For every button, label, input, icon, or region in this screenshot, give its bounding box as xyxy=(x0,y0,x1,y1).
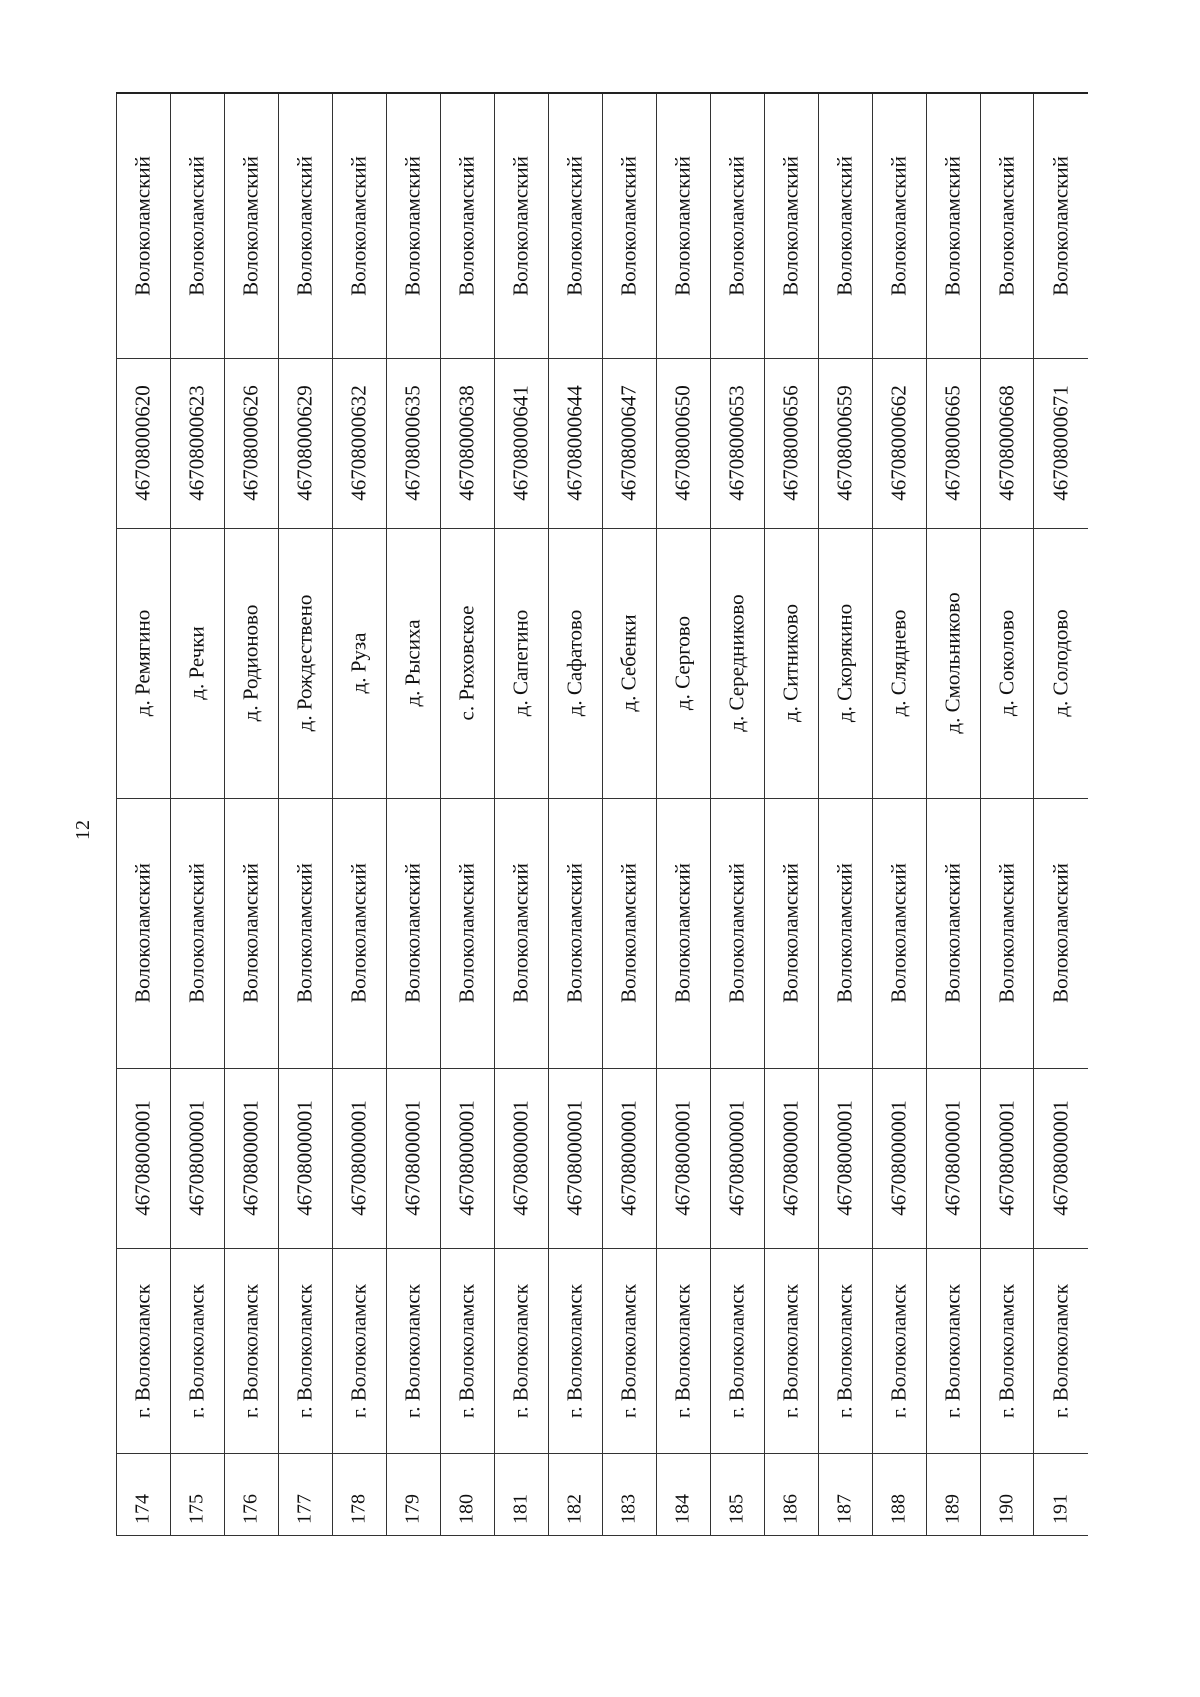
village-code-text: 46708000644 xyxy=(562,385,587,501)
village-text: д. Себенки xyxy=(616,614,641,712)
row-number-cell xyxy=(872,1453,926,1535)
city-district-cell xyxy=(386,798,440,1068)
row-number: 180 xyxy=(455,1493,478,1524)
row-number: 178 xyxy=(347,1493,370,1524)
village-code-cell xyxy=(872,358,926,528)
city-code-cell xyxy=(494,1068,548,1248)
row-number: 186 xyxy=(779,1493,802,1524)
row-number: 175 xyxy=(185,1493,208,1524)
city-cell xyxy=(602,1248,656,1453)
village-district-text: Волоколамский xyxy=(832,155,857,296)
row-number: 177 xyxy=(293,1493,316,1524)
field-band-village-code xyxy=(117,358,1089,528)
row-number: 188 xyxy=(887,1493,910,1524)
city-code-text: 46708000001 xyxy=(778,1100,803,1216)
city-district-cell xyxy=(926,798,980,1068)
city-code-text: 46708000001 xyxy=(832,1100,857,1216)
village-code-cell xyxy=(710,358,764,528)
village-district-text: Волоколамский xyxy=(562,155,587,296)
city-text: г. Волоколамск xyxy=(724,1283,749,1418)
village-text: д. Родионово xyxy=(238,604,263,722)
village-district-text: Волоколамский xyxy=(724,155,749,296)
village-district-cell xyxy=(1034,93,1088,358)
row-number: 182 xyxy=(563,1493,586,1524)
city-cell xyxy=(224,1248,278,1453)
field-band-city xyxy=(117,1248,1089,1453)
city-code-text: 46708000001 xyxy=(292,1100,317,1216)
village-cell xyxy=(710,528,764,798)
village-text: д. Сергово xyxy=(670,615,695,711)
village-code-cell xyxy=(494,358,548,528)
village-text: д. Сапегино xyxy=(508,609,533,717)
village-code-cell xyxy=(1034,358,1088,528)
city-code-text: 46708000001 xyxy=(940,1100,965,1216)
city-cell xyxy=(440,1248,494,1453)
row-number-cell xyxy=(710,1453,764,1535)
village-code-cell xyxy=(980,358,1034,528)
village-code-cell xyxy=(332,358,386,528)
village-cell xyxy=(602,528,656,798)
city-code-cell xyxy=(224,1068,278,1248)
row-number: 176 xyxy=(239,1493,262,1524)
village-district-text: Волоколамский xyxy=(238,155,263,296)
city-code-text: 46708000001 xyxy=(346,1100,371,1216)
city-code-cell xyxy=(440,1068,494,1248)
city-code-cell xyxy=(278,1068,332,1248)
village-cell xyxy=(440,528,494,798)
village-district-text: Волоколамский xyxy=(616,155,641,296)
city-text: г. Волоколамск xyxy=(292,1283,317,1418)
city-district-cell xyxy=(1034,798,1088,1068)
city-cell xyxy=(278,1248,332,1453)
city-cell xyxy=(1034,1248,1088,1453)
city-district-text: Волоколамский xyxy=(778,863,803,1003)
village-district-text: Волоколамский xyxy=(292,155,317,296)
city-cell xyxy=(980,1248,1034,1453)
city-district-text: Волоколамский xyxy=(130,863,155,1003)
row-number-cell xyxy=(1034,1453,1088,1535)
village-code-cell xyxy=(170,358,224,528)
village-district-cell xyxy=(980,93,1034,358)
city-cell xyxy=(710,1248,764,1453)
village-cell xyxy=(656,528,710,798)
village-code-text: 46708000626 xyxy=(238,385,263,501)
city-district-text: Волоколамский xyxy=(670,863,695,1003)
city-district-cell xyxy=(440,798,494,1068)
city-text: г. Волоколамск xyxy=(832,1283,857,1418)
city-district-text: Волоколамский xyxy=(346,863,371,1003)
city-text: г. Волоколамск xyxy=(184,1283,209,1418)
village-cell xyxy=(386,528,440,798)
city-text: г. Волоколамск xyxy=(454,1283,479,1418)
village-code-text: 46708000662 xyxy=(886,385,911,501)
city-district-cell xyxy=(117,798,171,1068)
village-text: д. Речки xyxy=(184,626,209,700)
city-district-cell xyxy=(602,798,656,1068)
city-district-text: Волоколамский xyxy=(832,863,857,1003)
city-cell xyxy=(548,1248,602,1453)
city-code-text: 46708000001 xyxy=(508,1100,533,1216)
city-cell xyxy=(818,1248,872,1453)
city-code-cell xyxy=(386,1068,440,1248)
city-text: г. Волоколамск xyxy=(616,1283,641,1418)
village-cell xyxy=(926,528,980,798)
village-text: с. Рюховское xyxy=(454,605,479,721)
village-code-text: 46708000629 xyxy=(292,385,317,501)
city-text: г. Волоколамск xyxy=(130,1283,155,1418)
field-band-num xyxy=(117,1453,1089,1535)
city-district-cell xyxy=(170,798,224,1068)
city-district-text: Волоколамский xyxy=(454,863,479,1003)
row-number: 174 xyxy=(131,1493,154,1524)
village-text: д. Сафатово xyxy=(562,609,587,717)
page-number: 12 xyxy=(72,820,94,840)
village-cell xyxy=(764,528,818,798)
city-code-cell xyxy=(548,1068,602,1248)
row-number-cell xyxy=(656,1453,710,1535)
village-district-cell xyxy=(764,93,818,358)
city-district-text: Волоколамский xyxy=(562,863,587,1003)
village-text: д. Солодово xyxy=(1048,609,1073,717)
city-code-cell xyxy=(710,1068,764,1248)
row-number-cell xyxy=(980,1453,1034,1535)
city-district-cell xyxy=(224,798,278,1068)
row-number-cell xyxy=(548,1453,602,1535)
row-number-cell xyxy=(170,1453,224,1535)
village-text: д. Смольниково xyxy=(940,592,965,734)
village-district-text: Волоколамский xyxy=(1048,155,1073,296)
city-code-cell xyxy=(170,1068,224,1248)
village-cell xyxy=(980,528,1034,798)
city-district-cell xyxy=(764,798,818,1068)
village-text: д. Рождествено xyxy=(292,594,317,732)
row-number-cell xyxy=(332,1453,386,1535)
village-district-text: Волоколамский xyxy=(184,155,209,296)
row-number-cell xyxy=(440,1453,494,1535)
village-code-text: 46708000647 xyxy=(616,385,641,501)
field-band-village-district xyxy=(117,93,1089,358)
city-district-cell xyxy=(494,798,548,1068)
city-code-text: 46708000001 xyxy=(886,1100,911,1216)
village-code-text: 46708000665 xyxy=(940,385,965,501)
row-number-cell xyxy=(764,1453,818,1535)
city-district-text: Волоколамский xyxy=(616,863,641,1003)
city-text: г. Волоколамск xyxy=(238,1283,263,1418)
row-number: 187 xyxy=(833,1493,856,1524)
city-code-text: 46708000001 xyxy=(616,1100,641,1216)
row-number-cell xyxy=(386,1453,440,1535)
city-district-cell xyxy=(818,798,872,1068)
village-district-cell xyxy=(656,93,710,358)
city-code-text: 46708000001 xyxy=(238,1100,263,1216)
village-district-cell xyxy=(602,93,656,358)
village-code-cell xyxy=(278,358,332,528)
village-code-cell xyxy=(656,358,710,528)
city-code-cell xyxy=(1034,1068,1088,1248)
city-text: г. Волоколамск xyxy=(886,1283,911,1418)
city-district-text: Волоколамский xyxy=(724,863,749,1003)
village-district-text: Волоколамский xyxy=(778,155,803,296)
city-code-text: 46708000001 xyxy=(670,1100,695,1216)
city-text: г. Волоколамск xyxy=(994,1283,1019,1418)
city-text: г. Волоколамск xyxy=(940,1283,965,1418)
village-district-cell xyxy=(926,93,980,358)
field-band-city-district xyxy=(117,798,1089,1068)
registry-table xyxy=(116,92,1088,1536)
city-text: г. Волоколамск xyxy=(1048,1283,1073,1418)
city-code-cell xyxy=(656,1068,710,1248)
city-district-text: Волоколамский xyxy=(400,863,425,1003)
village-code-cell xyxy=(386,358,440,528)
village-district-text: Волоколамский xyxy=(130,155,155,296)
row-number-cell xyxy=(818,1453,872,1535)
village-code-cell xyxy=(818,358,872,528)
village-code-text: 46708000668 xyxy=(994,385,1019,501)
city-text: г. Волоколамск xyxy=(346,1283,371,1418)
row-number: 184 xyxy=(671,1493,694,1524)
village-district-cell xyxy=(170,93,224,358)
village-district-cell xyxy=(278,93,332,358)
city-district-text: Волоколамский xyxy=(508,863,533,1003)
village-code-text: 46708000641 xyxy=(508,385,533,501)
row-number-cell xyxy=(494,1453,548,1535)
village-district-cell xyxy=(332,93,386,358)
village-district-text: Волоколамский xyxy=(508,155,533,296)
village-cell xyxy=(224,528,278,798)
village-district-cell xyxy=(548,93,602,358)
city-cell xyxy=(926,1248,980,1453)
city-code-cell xyxy=(332,1068,386,1248)
row-number: 181 xyxy=(509,1493,532,1524)
row-number: 183 xyxy=(617,1493,640,1524)
city-text: г. Волоколамск xyxy=(400,1283,425,1418)
city-cell xyxy=(656,1248,710,1453)
city-text: г. Волоколамск xyxy=(508,1283,533,1418)
village-cell xyxy=(548,528,602,798)
row-number-cell xyxy=(602,1453,656,1535)
field-band-village xyxy=(117,528,1089,798)
village-cell xyxy=(818,528,872,798)
village-cell xyxy=(117,528,171,798)
city-code-cell xyxy=(117,1068,171,1248)
city-district-cell xyxy=(278,798,332,1068)
village-text: д. Ремягино xyxy=(130,609,155,717)
village-cell xyxy=(332,528,386,798)
village-text: д. Ситниково xyxy=(778,604,803,722)
city-code-cell xyxy=(818,1068,872,1248)
village-text: д. Руза xyxy=(346,632,371,694)
village-code-text: 46708000638 xyxy=(454,385,479,501)
row-number: 189 xyxy=(941,1493,964,1524)
village-code-text: 46708000632 xyxy=(346,385,371,501)
city-code-text: 46708000001 xyxy=(400,1100,425,1216)
city-code-text: 46708000001 xyxy=(184,1100,209,1216)
city-code-cell xyxy=(926,1068,980,1248)
village-cell xyxy=(170,528,224,798)
city-code-text: 46708000001 xyxy=(130,1100,155,1216)
village-district-text: Волоколамский xyxy=(886,155,911,296)
city-district-cell xyxy=(332,798,386,1068)
village-code-text: 46708000656 xyxy=(778,385,803,501)
village-text: д. Сляднево xyxy=(886,609,911,717)
village-district-text: Волоколамский xyxy=(670,155,695,296)
city-district-text: Волоколамский xyxy=(292,863,317,1003)
village-code-cell xyxy=(224,358,278,528)
city-cell xyxy=(764,1248,818,1453)
village-district-text: Волоколамский xyxy=(400,155,425,296)
city-cell xyxy=(386,1248,440,1453)
city-code-text: 46708000001 xyxy=(1048,1100,1073,1216)
village-text: д. Рысиха xyxy=(400,619,425,707)
village-code-text: 46708000653 xyxy=(724,385,749,501)
city-cell xyxy=(170,1248,224,1453)
village-cell xyxy=(872,528,926,798)
village-district-cell xyxy=(224,93,278,358)
row-number-cell xyxy=(224,1453,278,1535)
city-district-cell xyxy=(872,798,926,1068)
village-cell xyxy=(278,528,332,798)
city-code-cell xyxy=(602,1068,656,1248)
row-number-cell xyxy=(117,1453,171,1535)
village-district-cell xyxy=(872,93,926,358)
village-code-cell xyxy=(440,358,494,528)
village-code-text: 46708000659 xyxy=(832,385,857,501)
village-code-cell xyxy=(602,358,656,528)
row-number-cell xyxy=(278,1453,332,1535)
village-text: д. Скорякино xyxy=(832,603,857,723)
city-code-text: 46708000001 xyxy=(724,1100,749,1216)
village-district-text: Волоколамский xyxy=(454,155,479,296)
city-district-text: Волоколамский xyxy=(184,863,209,1003)
city-district-text: Волоколамский xyxy=(886,863,911,1003)
village-code-text: 46708000620 xyxy=(130,385,155,501)
city-cell xyxy=(117,1248,171,1453)
city-district-cell xyxy=(980,798,1034,1068)
row-number: 191 xyxy=(1049,1493,1072,1524)
village-code-cell xyxy=(548,358,602,528)
city-code-cell xyxy=(872,1068,926,1248)
village-cell xyxy=(1034,528,1088,798)
village-district-text: Волоколамский xyxy=(994,155,1019,296)
row-number-cell xyxy=(926,1453,980,1535)
village-code-text: 46708000671 xyxy=(1048,385,1073,501)
city-district-cell xyxy=(656,798,710,1068)
village-district-cell xyxy=(710,93,764,358)
city-text: г. Волоколамск xyxy=(778,1283,803,1418)
city-text: г. Волоколамск xyxy=(670,1283,695,1418)
village-code-cell xyxy=(764,358,818,528)
row-number: 179 xyxy=(401,1493,424,1524)
city-cell xyxy=(332,1248,386,1453)
village-district-text: Волоколамский xyxy=(940,155,965,296)
city-district-text: Волоколамский xyxy=(238,863,263,1003)
row-number: 190 xyxy=(995,1493,1018,1524)
village-code-cell xyxy=(117,358,171,528)
city-code-text: 46708000001 xyxy=(994,1100,1019,1216)
city-district-text: Волоколамский xyxy=(994,863,1019,1003)
city-code-cell xyxy=(764,1068,818,1248)
row-number: 185 xyxy=(725,1493,748,1524)
field-band-city-code xyxy=(117,1068,1089,1248)
village-district-cell xyxy=(117,93,171,358)
village-district-cell xyxy=(440,93,494,358)
city-code-text: 46708000001 xyxy=(562,1100,587,1216)
village-district-cell xyxy=(386,93,440,358)
village-district-cell xyxy=(818,93,872,358)
city-text: г. Волоколамск xyxy=(562,1283,587,1418)
village-code-cell xyxy=(926,358,980,528)
village-code-text: 46708000635 xyxy=(400,385,425,501)
city-code-cell xyxy=(980,1068,1034,1248)
village-text: д. Середниково xyxy=(724,594,749,732)
city-cell xyxy=(494,1248,548,1453)
city-district-text: Волоколамский xyxy=(1048,863,1073,1003)
village-district-cell xyxy=(494,93,548,358)
village-district-text: Волоколамский xyxy=(346,155,371,296)
village-cell xyxy=(494,528,548,798)
city-district-cell xyxy=(710,798,764,1068)
city-district-cell xyxy=(548,798,602,1068)
village-text: д. Соколово xyxy=(994,609,1019,717)
city-code-text: 46708000001 xyxy=(454,1100,479,1216)
city-district-text: Волоколамский xyxy=(940,863,965,1003)
village-code-text: 46708000650 xyxy=(670,385,695,501)
city-cell xyxy=(872,1248,926,1453)
village-code-text: 46708000623 xyxy=(184,385,209,501)
